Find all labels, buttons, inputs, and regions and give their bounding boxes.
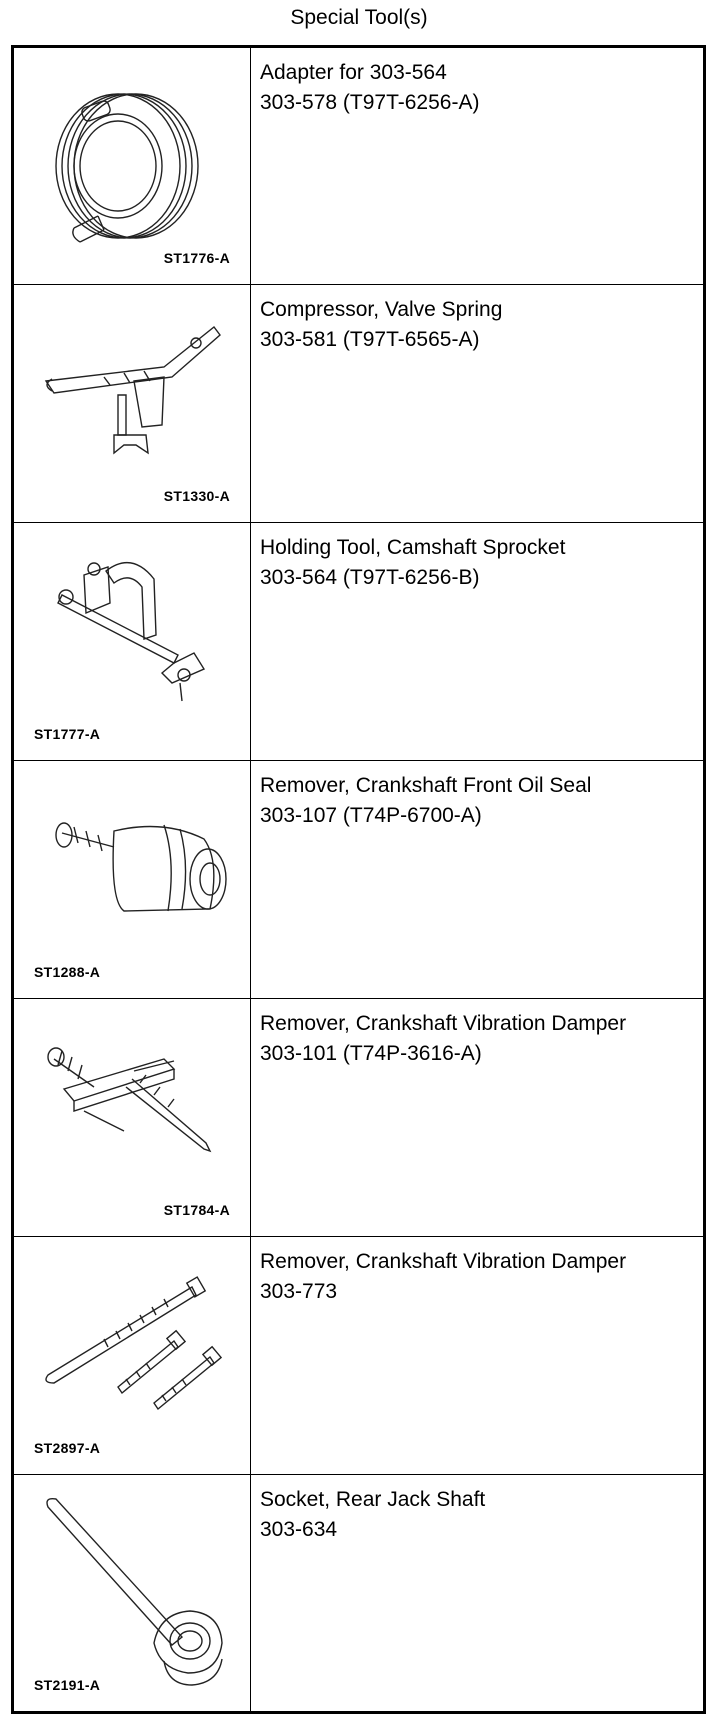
tool-description-cell bbox=[251, 47, 705, 285]
tool-number: 303-773 bbox=[260, 1280, 338, 1303]
tool-illustration-cell bbox=[13, 47, 251, 285]
tool-number: 303-581 (T97T-6565-A) bbox=[260, 328, 480, 351]
tool-illustration-cell bbox=[13, 999, 251, 1237]
illustration-code: ST1776-A bbox=[163, 250, 230, 266]
tool-description-cell bbox=[251, 999, 705, 1237]
tool-name: Adapter for 303-564 bbox=[260, 61, 447, 84]
table-row bbox=[13, 523, 705, 761]
illustration-code: ST1777-A bbox=[34, 726, 101, 742]
table-row bbox=[13, 47, 705, 285]
illustration-code: ST1330-A bbox=[163, 488, 230, 504]
tool-number: 303-107 (T74P-6700-A) bbox=[260, 804, 482, 827]
tool-number: 303-101 (T74P-3616-A) bbox=[260, 1042, 482, 1065]
table-row bbox=[13, 761, 705, 999]
table-row bbox=[13, 1237, 705, 1475]
tool-illustration-cell bbox=[13, 1237, 251, 1475]
table-row bbox=[13, 1475, 705, 1713]
tool-description-cell bbox=[251, 761, 705, 999]
tool-name: Remover, Crankshaft Vibration Damper bbox=[260, 1012, 627, 1035]
tool-name: Holding Tool, Camshaft Sprocket bbox=[260, 536, 566, 559]
tool-name: Compressor, Valve Spring bbox=[260, 298, 503, 321]
illustration-code: ST2191-A bbox=[34, 1677, 101, 1693]
tool-description-cell bbox=[251, 285, 705, 523]
tool-illustration-cell bbox=[13, 761, 251, 999]
tool-name: Remover, Crankshaft Vibration Damper bbox=[260, 1250, 627, 1273]
tool-illustration-cell bbox=[13, 1475, 251, 1713]
tool-name: Remover, Crankshaft Front Oil Seal bbox=[260, 774, 592, 797]
table-row bbox=[13, 999, 705, 1237]
tool-number: 303-634 bbox=[260, 1518, 338, 1541]
illustration-code: ST1784-A bbox=[163, 1202, 230, 1218]
tool-illustration-cell bbox=[13, 285, 251, 523]
tool-name: Socket, Rear Jack Shaft bbox=[260, 1488, 486, 1511]
tool-description-cell bbox=[251, 1237, 705, 1475]
page-title: Special Tool(s) bbox=[290, 6, 428, 29]
special-tools-table bbox=[11, 45, 706, 1714]
tool-number: 303-564 (T97T-6256-B) bbox=[260, 566, 480, 589]
tool-number: 303-578 (T97T-6256-A) bbox=[260, 91, 480, 114]
illustration-code: ST1288-A bbox=[34, 964, 101, 980]
tool-description-cell bbox=[251, 1475, 705, 1713]
tool-description-cell bbox=[251, 523, 705, 761]
illustration-code: ST2897-A bbox=[34, 1440, 101, 1456]
table-row bbox=[13, 285, 705, 523]
tool-illustration-cell bbox=[13, 523, 251, 761]
